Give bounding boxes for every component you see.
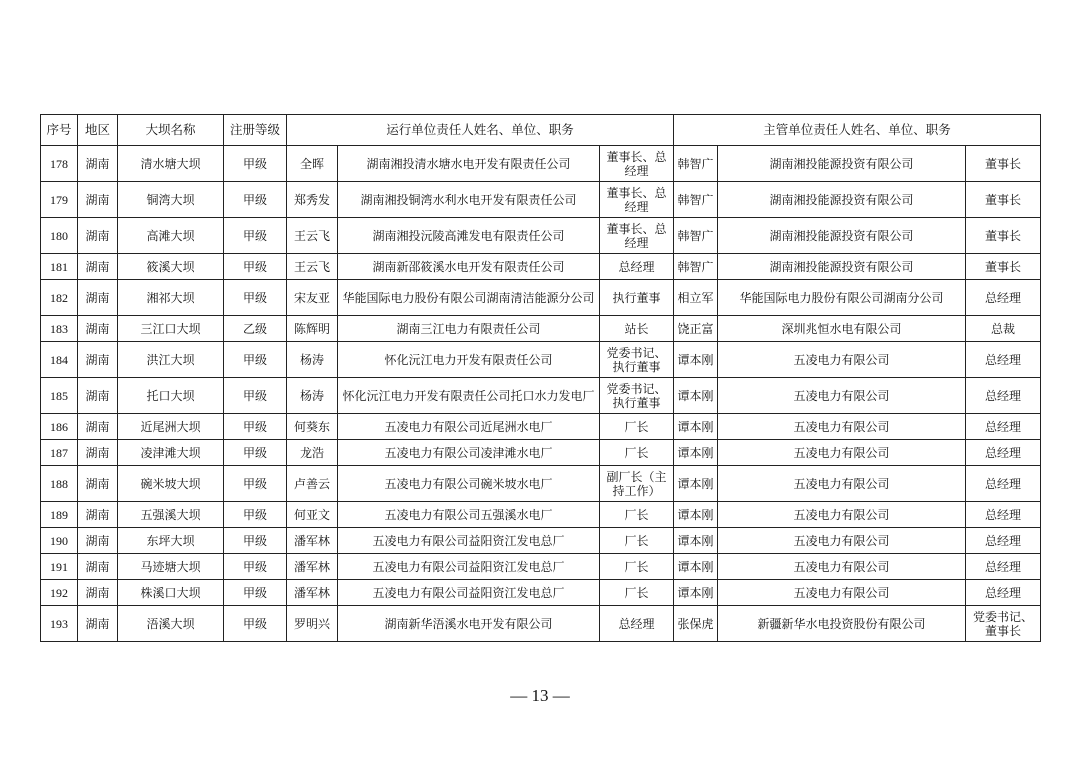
table-row [41,502,1041,528]
table-header-row [41,115,1041,146]
cell-supervisor-title: 总经理 [966,466,1041,502]
cell-dam-name: 湘祁大坝 [118,280,224,316]
cell-supervisor-title: 总经理 [966,280,1041,316]
cell-operator-unit: 五凌电力有限公司五强溪水电厂 [338,502,600,528]
cell-region: 湖南 [78,316,118,342]
cell-supervisor-unit: 湖南湘投能源投资有限公司 [718,218,966,254]
cell-supervisor-name: 饶正富 [674,316,718,342]
cell-operator-title: 党委书记、执行董事 [600,342,674,378]
table-row [41,342,1041,378]
cell-operator-title: 总经理 [600,254,674,280]
cell-operator-unit: 怀化沅江电力开发有限责任公司 [338,342,600,378]
cell-supervisor-name: 谭本刚 [674,502,718,528]
cell-supervisor-name: 相立军 [674,280,718,316]
cell-operator-name: 潘军林 [287,554,338,580]
cell-operator-title: 董事长、总经理 [600,146,674,182]
cell-index: 187 [41,440,78,466]
cell-operator-title: 站长 [600,316,674,342]
cell-operator-name: 王云飞 [287,218,338,254]
cell-operator-name: 王云飞 [287,254,338,280]
cell-grade: 甲级 [224,342,287,378]
cell-grade: 甲级 [224,414,287,440]
cell-supervisor-name: 谭本刚 [674,554,718,580]
cell-supervisor-unit: 湖南湘投能源投资有限公司 [718,182,966,218]
cell-dam-name: 株溪口大坝 [118,580,224,606]
header-region: 地区 [78,115,118,146]
cell-region: 湖南 [78,254,118,280]
cell-supervisor-unit: 新疆新华水电投资股份有限公司 [718,606,966,642]
cell-operator-title: 总经理 [600,606,674,642]
cell-grade: 甲级 [224,502,287,528]
cell-operator-title: 副厂长（主持工作） [600,466,674,502]
cell-supervisor-name: 谭本刚 [674,580,718,606]
cell-operator-name: 龙浩 [287,440,338,466]
table-row [41,440,1041,466]
table-row [41,554,1041,580]
cell-operator-title: 厂长 [600,528,674,554]
cell-operator-name: 宋友亚 [287,280,338,316]
cell-region: 湖南 [78,528,118,554]
cell-supervisor-unit: 湖南湘投能源投资有限公司 [718,254,966,280]
cell-dam-name: 浯溪大坝 [118,606,224,642]
cell-index: 193 [41,606,78,642]
cell-region: 湖南 [78,502,118,528]
table-row [41,182,1041,218]
cell-operator-title: 厂长 [600,502,674,528]
cell-grade: 甲级 [224,606,287,642]
cell-index: 180 [41,218,78,254]
cell-grade: 甲级 [224,554,287,580]
cell-operator-unit: 五凌电力有限公司凌津滩水电厂 [338,440,600,466]
cell-operator-unit: 五凌电力有限公司碗米坡水电厂 [338,466,600,502]
cell-supervisor-title: 董事长 [966,218,1041,254]
table-row [41,414,1041,440]
cell-supervisor-unit: 五凌电力有限公司 [718,466,966,502]
cell-operator-title: 厂长 [600,580,674,606]
cell-supervisor-name: 韩智广 [674,146,718,182]
cell-operator-unit: 湖南新华浯溪水电开发有限公司 [338,606,600,642]
cell-operator-title: 董事长、总经理 [600,218,674,254]
cell-dam-name: 五强溪大坝 [118,502,224,528]
cell-index: 181 [41,254,78,280]
cell-index: 189 [41,502,78,528]
cell-supervisor-title: 董事长 [966,254,1041,280]
cell-region: 湖南 [78,342,118,378]
cell-operator-unit: 湖南湘投铜湾水利水电开发有限责任公司 [338,182,600,218]
cell-region: 湖南 [78,440,118,466]
cell-grade: 甲级 [224,378,287,414]
page-number: — 13 — [510,686,570,705]
cell-dam-name: 洪江大坝 [118,342,224,378]
cell-index: 178 [41,146,78,182]
cell-operator-name: 潘军林 [287,528,338,554]
cell-supervisor-name: 韩智广 [674,218,718,254]
cell-supervisor-unit: 湖南湘投能源投资有限公司 [718,146,966,182]
header-index: 序号 [41,115,78,146]
cell-operator-name: 杨涛 [287,342,338,378]
cell-dam-name: 铜湾大坝 [118,182,224,218]
table-row [41,254,1041,280]
cell-index: 190 [41,528,78,554]
cell-index: 185 [41,378,78,414]
cell-operator-unit: 五凌电力有限公司益阳资江发电总厂 [338,528,600,554]
cell-supervisor-unit: 深圳兆恒水电有限公司 [718,316,966,342]
cell-region: 湖南 [78,554,118,580]
cell-supervisor-title: 党委书记、董事长 [966,606,1041,642]
cell-supervisor-unit: 五凌电力有限公司 [718,414,966,440]
cell-grade: 甲级 [224,580,287,606]
cell-operator-title: 董事长、总经理 [600,182,674,218]
cell-operator-name: 卢善云 [287,466,338,502]
cell-supervisor-unit: 五凌电力有限公司 [718,580,966,606]
table-row [41,218,1041,254]
cell-region: 湖南 [78,466,118,502]
cell-grade: 乙级 [224,316,287,342]
table-row [41,528,1041,554]
cell-dam-name: 清水塘大坝 [118,146,224,182]
cell-dam-name: 筱溪大坝 [118,254,224,280]
table-row [41,316,1041,342]
cell-index: 183 [41,316,78,342]
cell-operator-unit: 湖南湘投清水塘水电开发有限责任公司 [338,146,600,182]
cell-grade: 甲级 [224,280,287,316]
cell-operator-unit: 怀化沅江电力开发有限责任公司托口水力发电厂 [338,378,600,414]
cell-dam-name: 东坪大坝 [118,528,224,554]
cell-supervisor-unit: 华能国际电力股份有限公司湖南分公司 [718,280,966,316]
cell-operator-unit: 五凌电力有限公司益阳资江发电总厂 [338,554,600,580]
cell-operator-unit: 湖南湘投沅陵高滩发电有限责任公司 [338,218,600,254]
cell-operator-title: 厂长 [600,414,674,440]
cell-supervisor-title: 总裁 [966,316,1041,342]
cell-grade: 甲级 [224,440,287,466]
cell-supervisor-title: 总经理 [966,440,1041,466]
cell-supervisor-title: 总经理 [966,502,1041,528]
cell-supervisor-name: 谭本刚 [674,378,718,414]
cell-operator-title: 厂长 [600,554,674,580]
cell-operator-unit: 五凌电力有限公司近尾洲水电厂 [338,414,600,440]
cell-region: 湖南 [78,580,118,606]
cell-supervisor-title: 总经理 [966,378,1041,414]
cell-dam-name: 高滩大坝 [118,218,224,254]
cell-dam-name: 凌津滩大坝 [118,440,224,466]
table-row [41,606,1041,642]
cell-region: 湖南 [78,218,118,254]
cell-supervisor-name: 谭本刚 [674,528,718,554]
cell-region: 湖南 [78,606,118,642]
cell-supervisor-title: 董事长 [966,182,1041,218]
cell-operator-unit: 华能国际电力股份有限公司湖南清洁能源分公司 [338,280,600,316]
table-row [41,466,1041,502]
cell-operator-title: 厂长 [600,440,674,466]
table-row [41,580,1041,606]
cell-operator-title: 执行董事 [600,280,674,316]
cell-supervisor-title: 总经理 [966,342,1041,378]
cell-dam-name: 近尾洲大坝 [118,414,224,440]
table-row [41,146,1041,182]
cell-index: 188 [41,466,78,502]
cell-supervisor-name: 韩智广 [674,182,718,218]
table-row [41,280,1041,316]
cell-operator-unit: 湖南新邵筱溪水电开发有限责任公司 [338,254,600,280]
cell-region: 湖南 [78,280,118,316]
header-dam-name: 大坝名称 [118,115,224,146]
cell-supervisor-unit: 五凌电力有限公司 [718,342,966,378]
cell-index: 179 [41,182,78,218]
cell-operator-name: 罗明兴 [287,606,338,642]
cell-supervisor-name: 谭本刚 [674,440,718,466]
cell-region: 湖南 [78,414,118,440]
cell-index: 182 [41,280,78,316]
cell-region: 湖南 [78,146,118,182]
dam-registry-table [40,114,1041,642]
cell-operator-name: 潘军林 [287,580,338,606]
header-supervisor: 主管单位责任人姓名、单位、职务 [674,115,1041,146]
cell-supervisor-name: 张保虎 [674,606,718,642]
cell-supervisor-name: 谭本刚 [674,342,718,378]
cell-grade: 甲级 [224,218,287,254]
cell-supervisor-title: 总经理 [966,580,1041,606]
cell-supervisor-name: 韩智广 [674,254,718,280]
cell-supervisor-unit: 五凌电力有限公司 [718,502,966,528]
header-grade: 注册等级 [224,115,287,146]
cell-supervisor-name: 谭本刚 [674,466,718,502]
cell-operator-unit: 湖南三江电力有限责任公司 [338,316,600,342]
cell-operator-name: 杨涛 [287,378,338,414]
cell-index: 191 [41,554,78,580]
cell-supervisor-title: 总经理 [966,554,1041,580]
cell-grade: 甲级 [224,254,287,280]
cell-index: 192 [41,580,78,606]
cell-dam-name: 三江口大坝 [118,316,224,342]
cell-operator-name: 何亚文 [287,502,338,528]
cell-operator-name: 何葵东 [287,414,338,440]
cell-supervisor-title: 总经理 [966,528,1041,554]
cell-grade: 甲级 [224,146,287,182]
cell-supervisor-unit: 五凌电力有限公司 [718,440,966,466]
header-operator: 运行单位责任人姓名、单位、职务 [287,115,674,146]
cell-supervisor-unit: 五凌电力有限公司 [718,554,966,580]
cell-region: 湖南 [78,182,118,218]
cell-grade: 甲级 [224,466,287,502]
cell-grade: 甲级 [224,528,287,554]
cell-operator-title: 党委书记、执行董事 [600,378,674,414]
cell-supervisor-title: 董事长 [966,146,1041,182]
cell-region: 湖南 [78,378,118,414]
cell-supervisor-title: 总经理 [966,414,1041,440]
cell-supervisor-unit: 五凌电力有限公司 [718,378,966,414]
cell-supervisor-name: 谭本刚 [674,414,718,440]
cell-supervisor-unit: 五凌电力有限公司 [718,528,966,554]
cell-operator-name: 郑秀发 [287,182,338,218]
cell-operator-unit: 五凌电力有限公司益阳资江发电总厂 [338,580,600,606]
table-row [41,378,1041,414]
cell-operator-name: 全晖 [287,146,338,182]
cell-index: 186 [41,414,78,440]
cell-dam-name: 托口大坝 [118,378,224,414]
cell-index: 184 [41,342,78,378]
cell-dam-name: 马迹塘大坝 [118,554,224,580]
cell-operator-name: 陈辉明 [287,316,338,342]
cell-dam-name: 碗米坡大坝 [118,466,224,502]
cell-grade: 甲级 [224,182,287,218]
